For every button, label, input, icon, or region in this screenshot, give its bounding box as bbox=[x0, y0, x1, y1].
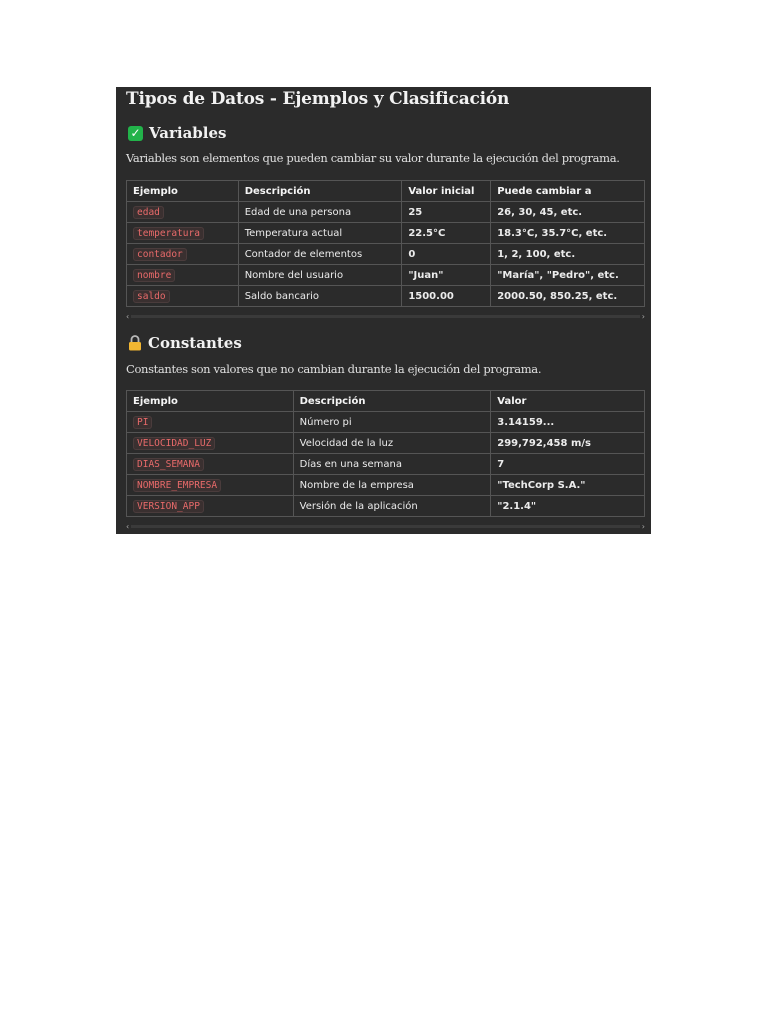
scroll-left-icon[interactable]: ‹ bbox=[126, 312, 130, 321]
scroll-track[interactable] bbox=[131, 525, 640, 528]
table-row bbox=[127, 265, 645, 286]
table-cell: 7 bbox=[491, 454, 645, 475]
column-header: Valor bbox=[491, 391, 645, 412]
column-header: Valor inicial bbox=[402, 181, 491, 202]
table-cell: Saldo bancario bbox=[238, 286, 402, 307]
table-cell: "María", "Pedro", etc. bbox=[491, 265, 645, 286]
variable-name: nombre bbox=[133, 269, 175, 282]
scroll-right-icon[interactable]: › bbox=[641, 312, 645, 321]
variables-description: Variables son elementos que pueden cambiar su valor durante la ejecución del programa. bbox=[126, 151, 620, 165]
constant-name: VERSION_APP bbox=[133, 500, 204, 513]
variables-table-scrollbar[interactable] bbox=[126, 313, 645, 320]
variables-table bbox=[126, 180, 645, 307]
scroll-track[interactable] bbox=[131, 315, 640, 318]
variable-name: temperatura bbox=[133, 227, 204, 240]
variables-heading-label: Variables bbox=[149, 124, 227, 142]
constants-table bbox=[126, 390, 645, 517]
constant-name: DIAS_SEMANA bbox=[133, 458, 204, 471]
table-cell: Días en una semana bbox=[293, 454, 491, 475]
table-row bbox=[127, 454, 645, 475]
table-row bbox=[127, 475, 645, 496]
table-cell: 26, 30, 45, etc. bbox=[491, 202, 645, 223]
column-header: Descripción bbox=[293, 391, 491, 412]
table-cell: Contador de elementos bbox=[238, 244, 402, 265]
table-cell: 3.14159... bbox=[491, 412, 645, 433]
scroll-left-icon[interactable]: ‹ bbox=[126, 522, 130, 531]
table-cell: Temperatura actual bbox=[238, 223, 402, 244]
constant-name: PI bbox=[133, 416, 152, 429]
check-icon: ✓ bbox=[128, 126, 143, 141]
table-cell: 1500.00 bbox=[402, 286, 491, 307]
constants-heading bbox=[128, 334, 242, 352]
variables-heading bbox=[128, 124, 226, 142]
table-cell: 1, 2, 100, etc. bbox=[491, 244, 645, 265]
table-cell: Número pi bbox=[293, 412, 491, 433]
content-panel bbox=[116, 87, 651, 534]
table-cell: "2.1.4" bbox=[491, 496, 645, 517]
constant-name: NOMBRE_EMPRESA bbox=[133, 479, 221, 492]
table-cell: Nombre de la empresa bbox=[293, 475, 491, 496]
table-cell: Versión de la aplicación bbox=[293, 496, 491, 517]
variable-name: edad bbox=[133, 206, 164, 219]
table-cell: "Juan" bbox=[402, 265, 491, 286]
variable-name: contador bbox=[133, 248, 187, 261]
table-cell: 2000.50, 850.25, etc. bbox=[491, 286, 645, 307]
table-row bbox=[127, 412, 645, 433]
table-cell: 0 bbox=[402, 244, 491, 265]
table-row bbox=[127, 244, 645, 265]
table-row bbox=[127, 202, 645, 223]
table-cell: 22.5°C bbox=[402, 223, 491, 244]
table-cell: 25 bbox=[402, 202, 491, 223]
column-header: Ejemplo bbox=[127, 391, 294, 412]
column-header: Descripción bbox=[238, 181, 402, 202]
scroll-right-icon[interactable]: › bbox=[641, 522, 645, 531]
table-row bbox=[127, 433, 645, 454]
column-header: Puede cambiar a bbox=[491, 181, 645, 202]
table-header-row bbox=[127, 391, 645, 412]
constants-description: Constantes son valores que no cambian durante la ejecución del programa. bbox=[126, 362, 542, 376]
table-header-row bbox=[127, 181, 645, 202]
table-cell: Edad de una persona bbox=[238, 202, 402, 223]
column-header: Ejemplo bbox=[127, 181, 239, 202]
table-row bbox=[127, 496, 645, 517]
table-cell: Nombre del usuario bbox=[238, 265, 402, 286]
constant-name: VELOCIDAD_LUZ bbox=[133, 437, 215, 450]
table-cell: 18.3°C, 35.7°C, etc. bbox=[491, 223, 645, 244]
table-cell: Velocidad de la luz bbox=[293, 433, 491, 454]
page-title: Tipos de Datos - Ejemplos y Clasificación bbox=[126, 89, 510, 109]
lock-icon bbox=[128, 335, 142, 351]
variable-name: saldo bbox=[133, 290, 170, 303]
table-cell: "TechCorp S.A." bbox=[491, 475, 645, 496]
table-row bbox=[127, 223, 645, 244]
constants-table-scrollbar[interactable] bbox=[126, 523, 645, 530]
constants-heading-label: Constantes bbox=[148, 334, 242, 352]
table-cell: 299,792,458 m/s bbox=[491, 433, 645, 454]
table-row bbox=[127, 286, 645, 307]
